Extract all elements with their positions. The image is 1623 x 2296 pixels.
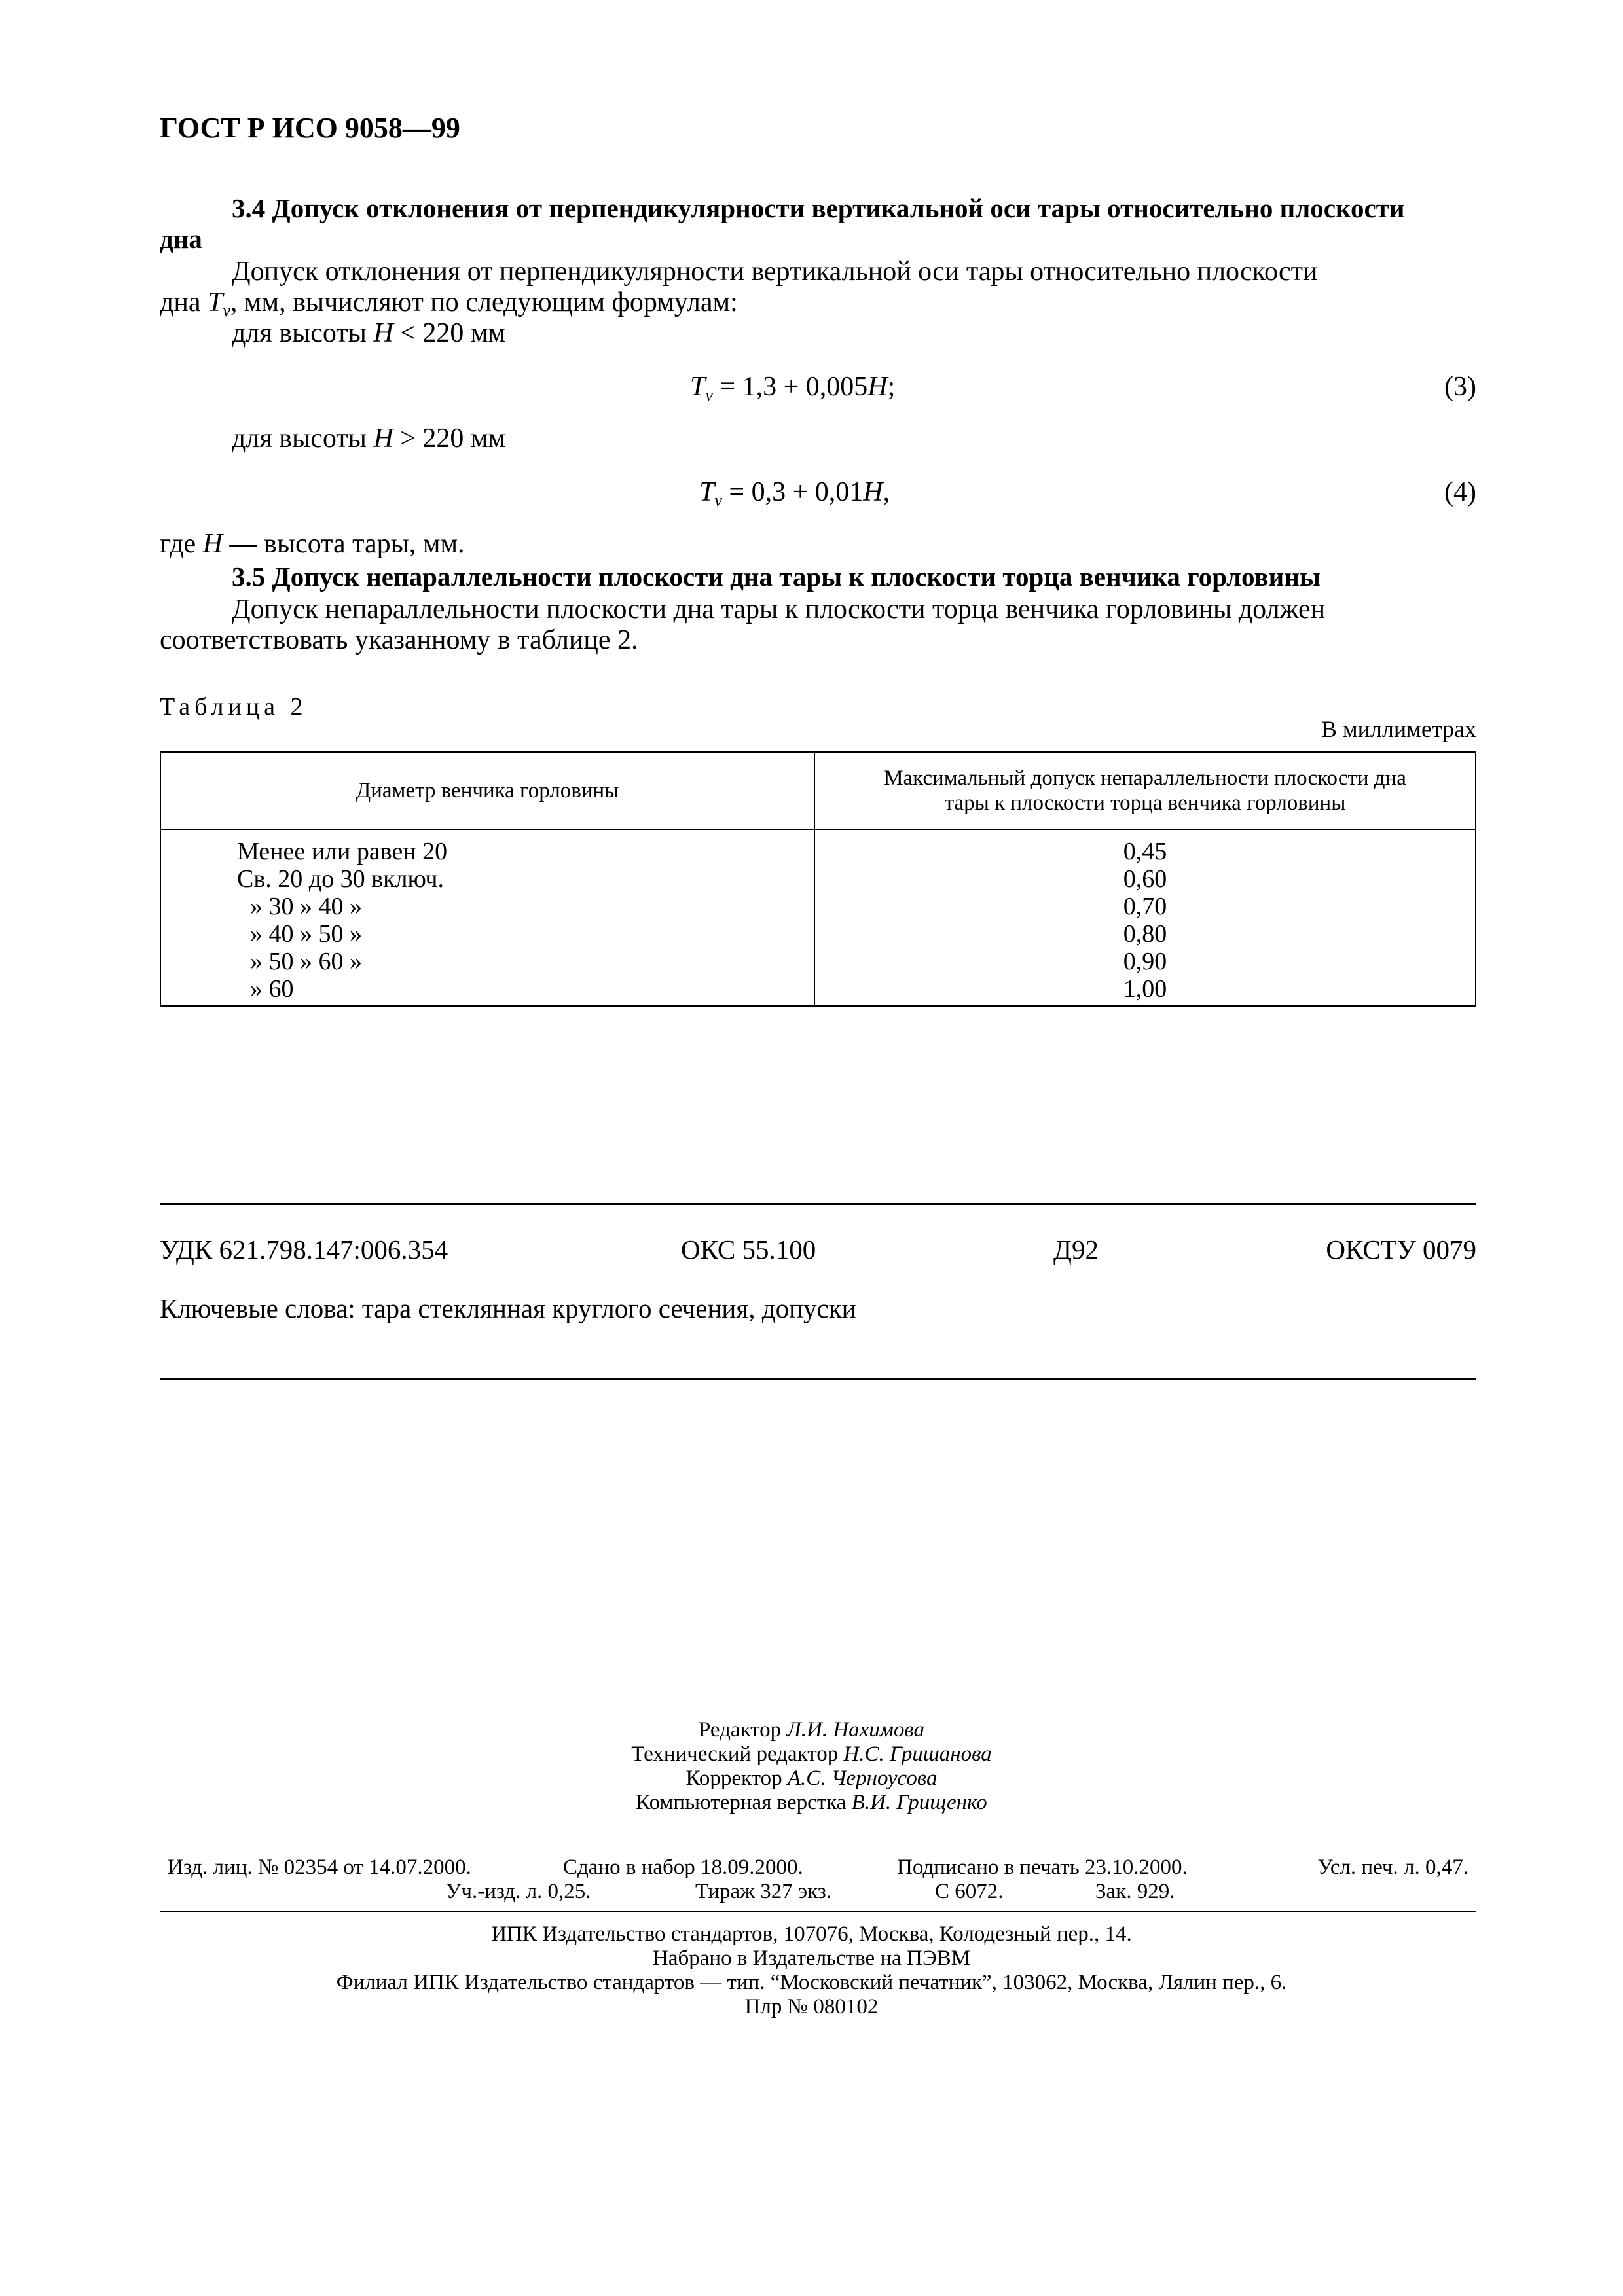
section-3-5-para-line2: соответствовать указанному в таблице 2. <box>160 625 638 655</box>
publisher-line: Набрано в Издательстве на ПЭВМ <box>653 1946 970 1970</box>
diameter-cell: » 60 <box>250 975 294 1003</box>
diameter-cell: Менее или равен 20 <box>237 838 448 865</box>
group-code: Д92 <box>1053 1234 1099 1265</box>
column-header-tolerance-line1: Максимальный допуск непараллельности плоскости дна <box>884 766 1406 790</box>
section-3-4-title-line1: Допуск отклонения от перпендикулярности вертикальной оси тары относительно плоскости <box>272 193 1405 223</box>
keywords: Ключевые слова: тара стеклянная круглого сечения, допуски <box>160 1293 856 1323</box>
column-header-diameter: Диаметр венчика горловины <box>160 752 814 829</box>
credit-label: Компьютерная верстка <box>636 1791 852 1814</box>
credit-name: А.С. Черноусова <box>787 1767 938 1790</box>
section-3-4-para-line1: Допуск отклонения от перпендикулярности вертикальной оси тары относительно плоскости <box>232 257 1318 287</box>
credit-label: Технический редактор <box>631 1742 844 1766</box>
section-3-4-title-line2: дна <box>160 224 202 254</box>
table-body-row <box>160 829 1476 1006</box>
section-3-4-number: 3.4 <box>232 193 266 223</box>
formula-4 <box>699 476 890 511</box>
tolerance-cell: 0,80 <box>1123 920 1167 948</box>
symbol-sub-v: v <box>223 301 230 320</box>
where-clause <box>160 529 465 560</box>
udk-code: УДК 621.798.147:006.354 <box>160 1234 448 1265</box>
publisher-footer <box>0 1922 1623 2019</box>
symbol-H: H <box>202 529 223 559</box>
column-header-tolerance <box>814 752 1476 829</box>
condition-text: < 220 мм <box>393 318 506 348</box>
credit-layout <box>0 1791 1623 1815</box>
symbol-H: H <box>863 477 883 507</box>
condition-text: для высоты <box>232 423 374 454</box>
imprint-print-sheets: Усл. печ. л. 0,47. <box>1317 1856 1468 1879</box>
tolerance-table <box>160 751 1476 1007</box>
symbol-T: T <box>699 477 715 507</box>
formula-3-number: (3) <box>1444 372 1476 402</box>
credit-corrector <box>0 1767 1623 1791</box>
para-text: , мм, вычисляют по следующим формулам: <box>230 287 738 317</box>
condition-height-greater <box>232 423 505 454</box>
tolerance-cell: 0,90 <box>1123 948 1167 975</box>
section-3-4-heading <box>232 193 1404 224</box>
formula-text: = 0,3 + 0,01 <box>721 477 864 507</box>
imprint-typeset: Сдано в набор 18.09.2000. <box>563 1856 803 1879</box>
symbol-sub-v: v <box>714 491 722 510</box>
credit-label: Корректор <box>685 1767 788 1790</box>
column-header-tolerance-line2: тары к плоскости торца венчика горловины <box>944 791 1346 815</box>
imprint-signed: Подписано в печать 23.10.2000. <box>897 1856 1188 1879</box>
credit-name: Л.И. Нахимова <box>786 1718 924 1742</box>
table-units: В миллиметрах <box>1321 716 1476 742</box>
credit-editor <box>0 1718 1623 1742</box>
formula-text: ; <box>887 372 896 402</box>
imprint-code: С 6072. <box>935 1880 1004 1903</box>
imprint-publ-sheets: Уч.-изд. л. 0,25. <box>446 1880 591 1903</box>
tolerance-cell: 0,70 <box>1123 893 1167 920</box>
section-3-5-heading: 3.5 Допуск непараллельности плоскости дна тары к плоскости торца венчика горловины <box>232 562 1321 592</box>
imprint-run: Тираж 327 экз. <box>695 1880 831 1903</box>
credit-tech-editor <box>0 1742 1623 1767</box>
diameter-cell: » 50 » 60 » <box>250 948 362 975</box>
section-3-5-para-line1: Допуск непараллельности плоскости дна тары к плоскости торца венчика горловины должен <box>232 594 1326 624</box>
formula-text: , <box>883 477 890 507</box>
diameter-cell: » 40 » 50 » <box>250 920 362 948</box>
symbol-T: T <box>208 287 223 317</box>
symbol-H: H <box>373 318 393 348</box>
tolerance-cell: 0,60 <box>1123 865 1167 893</box>
oks-code: ОКС 55.100 <box>681 1234 816 1265</box>
standard-designation: ГОСТ Р ИСО 9058—99 <box>160 112 460 144</box>
publisher-line: Плр № 080102 <box>744 1995 879 2018</box>
divider-top <box>160 1203 1476 1205</box>
condition-text: > 220 мм <box>393 423 506 454</box>
where-text: где <box>160 529 203 559</box>
diameter-column <box>160 829 814 1006</box>
credit-name: Н.С. Гришанова <box>843 1742 992 1766</box>
condition-text: для высоты <box>232 318 374 348</box>
okstu-code: ОКСТУ 0079 <box>1326 1234 1476 1265</box>
tolerance-cell: 0,45 <box>1123 838 1167 865</box>
credit-name: В.И. Грищенко <box>851 1791 987 1814</box>
imprint-order: Зак. 929. <box>1095 1880 1175 1903</box>
symbol-H: H <box>373 423 393 454</box>
formula-text: = 1,3 + 0,005 <box>712 372 868 402</box>
diameter-cell: Св. 20 до 30 включ. <box>237 865 445 893</box>
symbol-sub-v: v <box>705 386 713 404</box>
formula-3 <box>690 371 895 405</box>
tolerance-column <box>814 829 1476 1006</box>
table-caption: Таблица 2 <box>160 693 308 721</box>
divider-bottom <box>160 1378 1476 1380</box>
table-header-row <box>160 752 1476 829</box>
condition-height-less <box>232 318 505 349</box>
tolerance-cell: 1,00 <box>1123 975 1167 1003</box>
credit-label: Редактор <box>699 1718 787 1742</box>
publisher-line: ИПК Издательство стандартов, 107076, Москва, Колодезный пер., 14. <box>491 1922 1132 1946</box>
para-text: дна <box>160 287 208 317</box>
imprint-divider <box>160 1911 1476 1912</box>
symbol-H: H <box>867 372 888 402</box>
imprint-license: Изд. лиц. № 02354 от 14.07.2000. <box>168 1856 471 1879</box>
formula-4-number: (4) <box>1444 477 1476 507</box>
symbol-T: T <box>690 372 706 402</box>
where-text: — высота тары, мм. <box>223 529 465 559</box>
diameter-cell: » 30 » 40 » <box>250 893 362 920</box>
credits-block <box>0 1718 1623 1815</box>
publisher-line: Филиал ИПК Издательство стандартов — тип. “Московский печатник”, 103062, Москва, Лялин пер., 6. <box>336 1971 1287 1994</box>
